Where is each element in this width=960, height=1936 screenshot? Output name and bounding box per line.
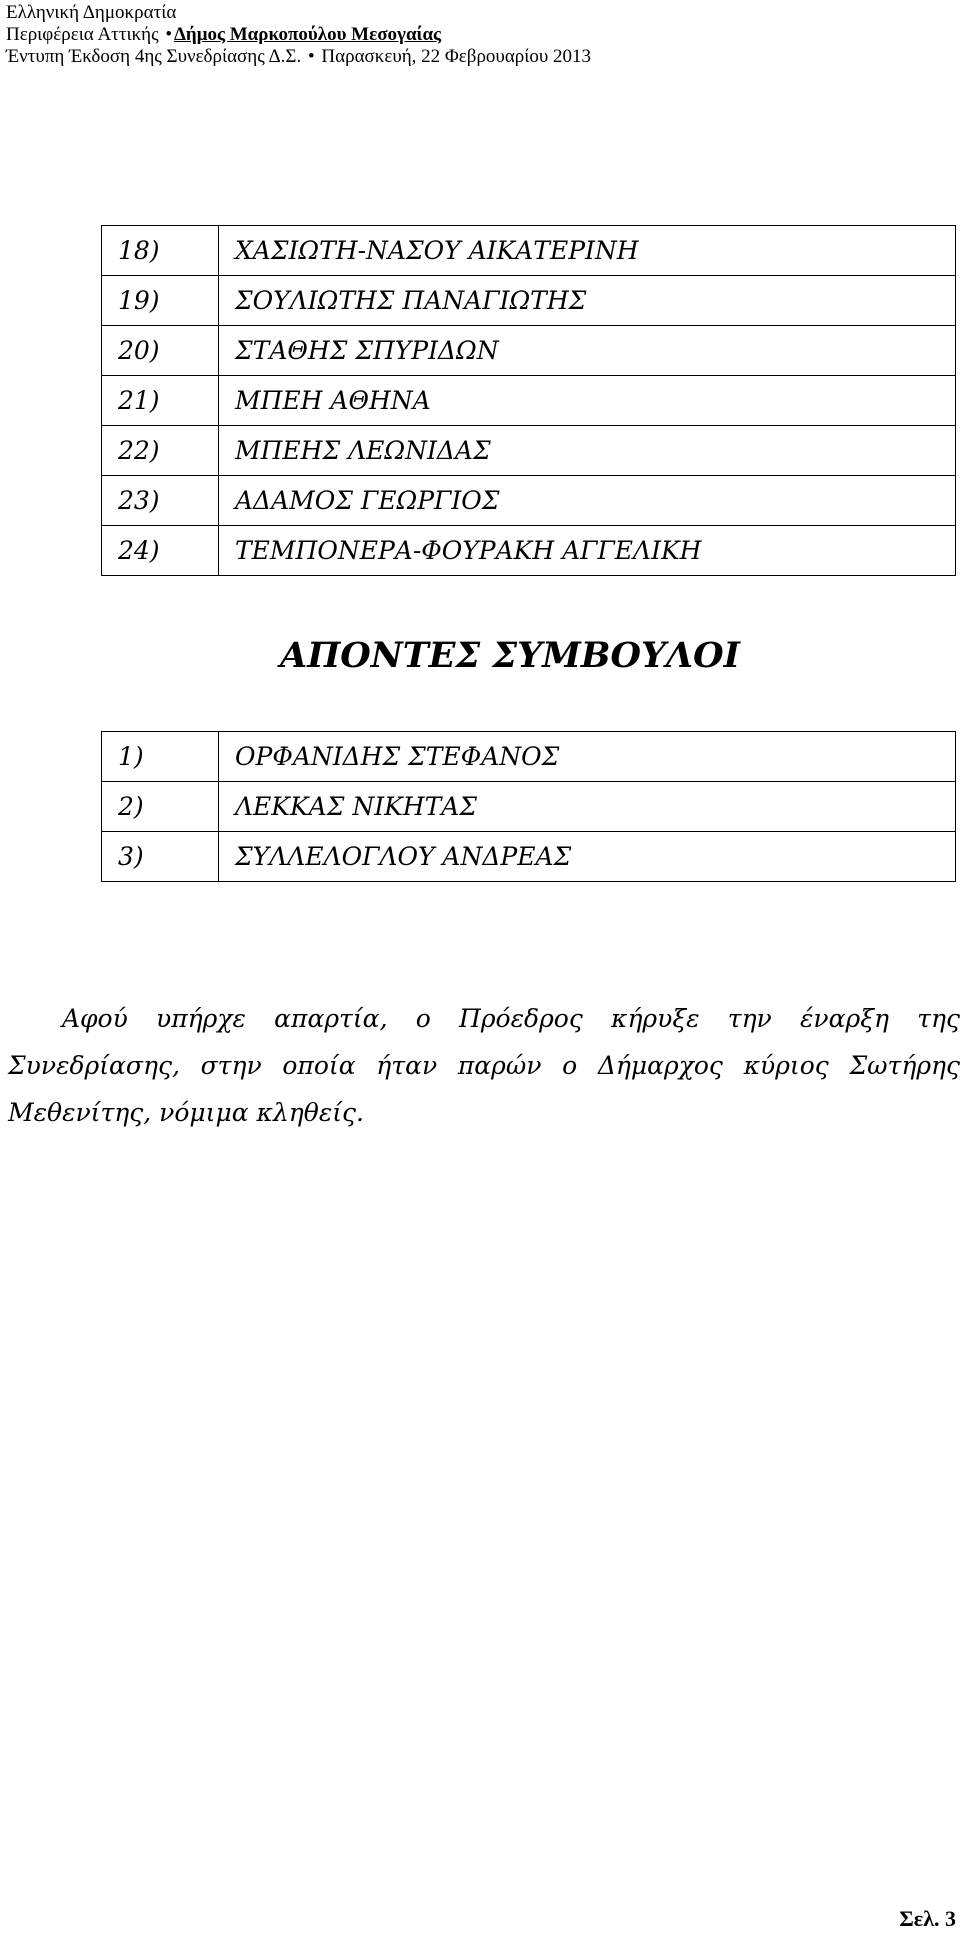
table-row: [102, 376, 956, 426]
member-number: 18): [102, 226, 219, 276]
table-row: [102, 326, 956, 376]
member-number: 22): [102, 426, 219, 476]
table-row: [102, 782, 956, 832]
member-name: ΑΔΑΜΟΣ ΓΕΩΡΓΙΟΣ: [219, 476, 956, 526]
page-number: Σελ. 3: [899, 1906, 956, 1931]
table-row: [102, 426, 956, 476]
table-row: [102, 276, 956, 326]
minutes-paragraph: [8, 995, 960, 1136]
member-number: 20): [102, 326, 219, 376]
table-row: [102, 226, 956, 276]
member-number: 1): [102, 732, 219, 782]
paragraph-line: Αφού υπήρχε απαρτία, ο Πρόεδρος κήρυξε την έναρξη της: [62, 1004, 960, 1033]
header-date: Παρασκευή, 22 Φεβρουαρίου 2013: [321, 46, 592, 67]
member-name: ΜΠΕΗΣ ΛΕΩΝΙΔΑΣ: [219, 426, 956, 476]
bullet-icon: •: [308, 46, 315, 67]
member-name: ΧΑΣΙΩΤΗ-ΝΑΣΟΥ ΑΙΚΑΤΕΡΙΝΗ: [219, 226, 956, 276]
header-edition: Έντυπη Έκδοση 4ης Συνεδρίασης Δ.Σ.: [6, 46, 302, 67]
member-name: ΣΥΛΛΕΛΟΓΛΟΥ ΑΝΔΡΕΑΣ: [219, 832, 956, 882]
member-name: ΤΕΜΠΟΝΕΡΑ-ΦΟΥΡΑΚΗ ΑΓΓΕΛΙΚΗ: [219, 526, 956, 576]
header-municipality: Δήμος Μαρκοπούλου Μεσογαίας: [174, 24, 442, 45]
table-row: [102, 526, 956, 576]
page-header: [6, 2, 591, 68]
member-number: 2): [102, 782, 219, 832]
paragraph-line: Μεθενίτης, νόμιμα κληθείς.: [8, 1098, 364, 1127]
table-row: [102, 732, 956, 782]
header-republic: Ελληνική Δημοκρατία: [6, 2, 177, 23]
member-name: ΛΕΚΚΑΣ ΝΙΚΗΤΑΣ: [219, 782, 956, 832]
member-number: 21): [102, 376, 219, 426]
bullet-icon: •: [165, 24, 173, 45]
member-name: ΣΤΑΘΗΣ ΣΠΥΡΙΔΩΝ: [219, 326, 956, 376]
member-name: ΜΠΕΗ ΑΘΗΝΑ: [219, 376, 956, 426]
paragraph-line: Συνεδρίασης, στην οποία ήταν παρών ο Δήμαρχος κύριος Σωτήρης: [8, 1051, 960, 1080]
header-region-line: [6, 24, 591, 46]
member-number: 19): [102, 276, 219, 326]
member-number: 23): [102, 476, 219, 526]
absent-members-heading: ΑΠΟΝΤΕΣ ΣΥΜΒΟΥΛΟΙ: [280, 635, 740, 676]
member-number: 24): [102, 526, 219, 576]
header-region: Περιφέρεια Αττικής: [6, 24, 159, 45]
member-name: ΟΡΦΑΝΙΔΗΣ ΣΤΕΦΑΝΟΣ: [219, 732, 956, 782]
present-members-table: [101, 225, 956, 576]
member-number: 3): [102, 832, 219, 882]
absent-members-table: [101, 731, 956, 882]
table-row: [102, 476, 956, 526]
header-edition-line: [6, 46, 591, 68]
member-name: ΣΟΥΛΙΩΤΗΣ ΠΑΝΑΓΙΩΤΗΣ: [219, 276, 956, 326]
table-row: [102, 832, 956, 882]
